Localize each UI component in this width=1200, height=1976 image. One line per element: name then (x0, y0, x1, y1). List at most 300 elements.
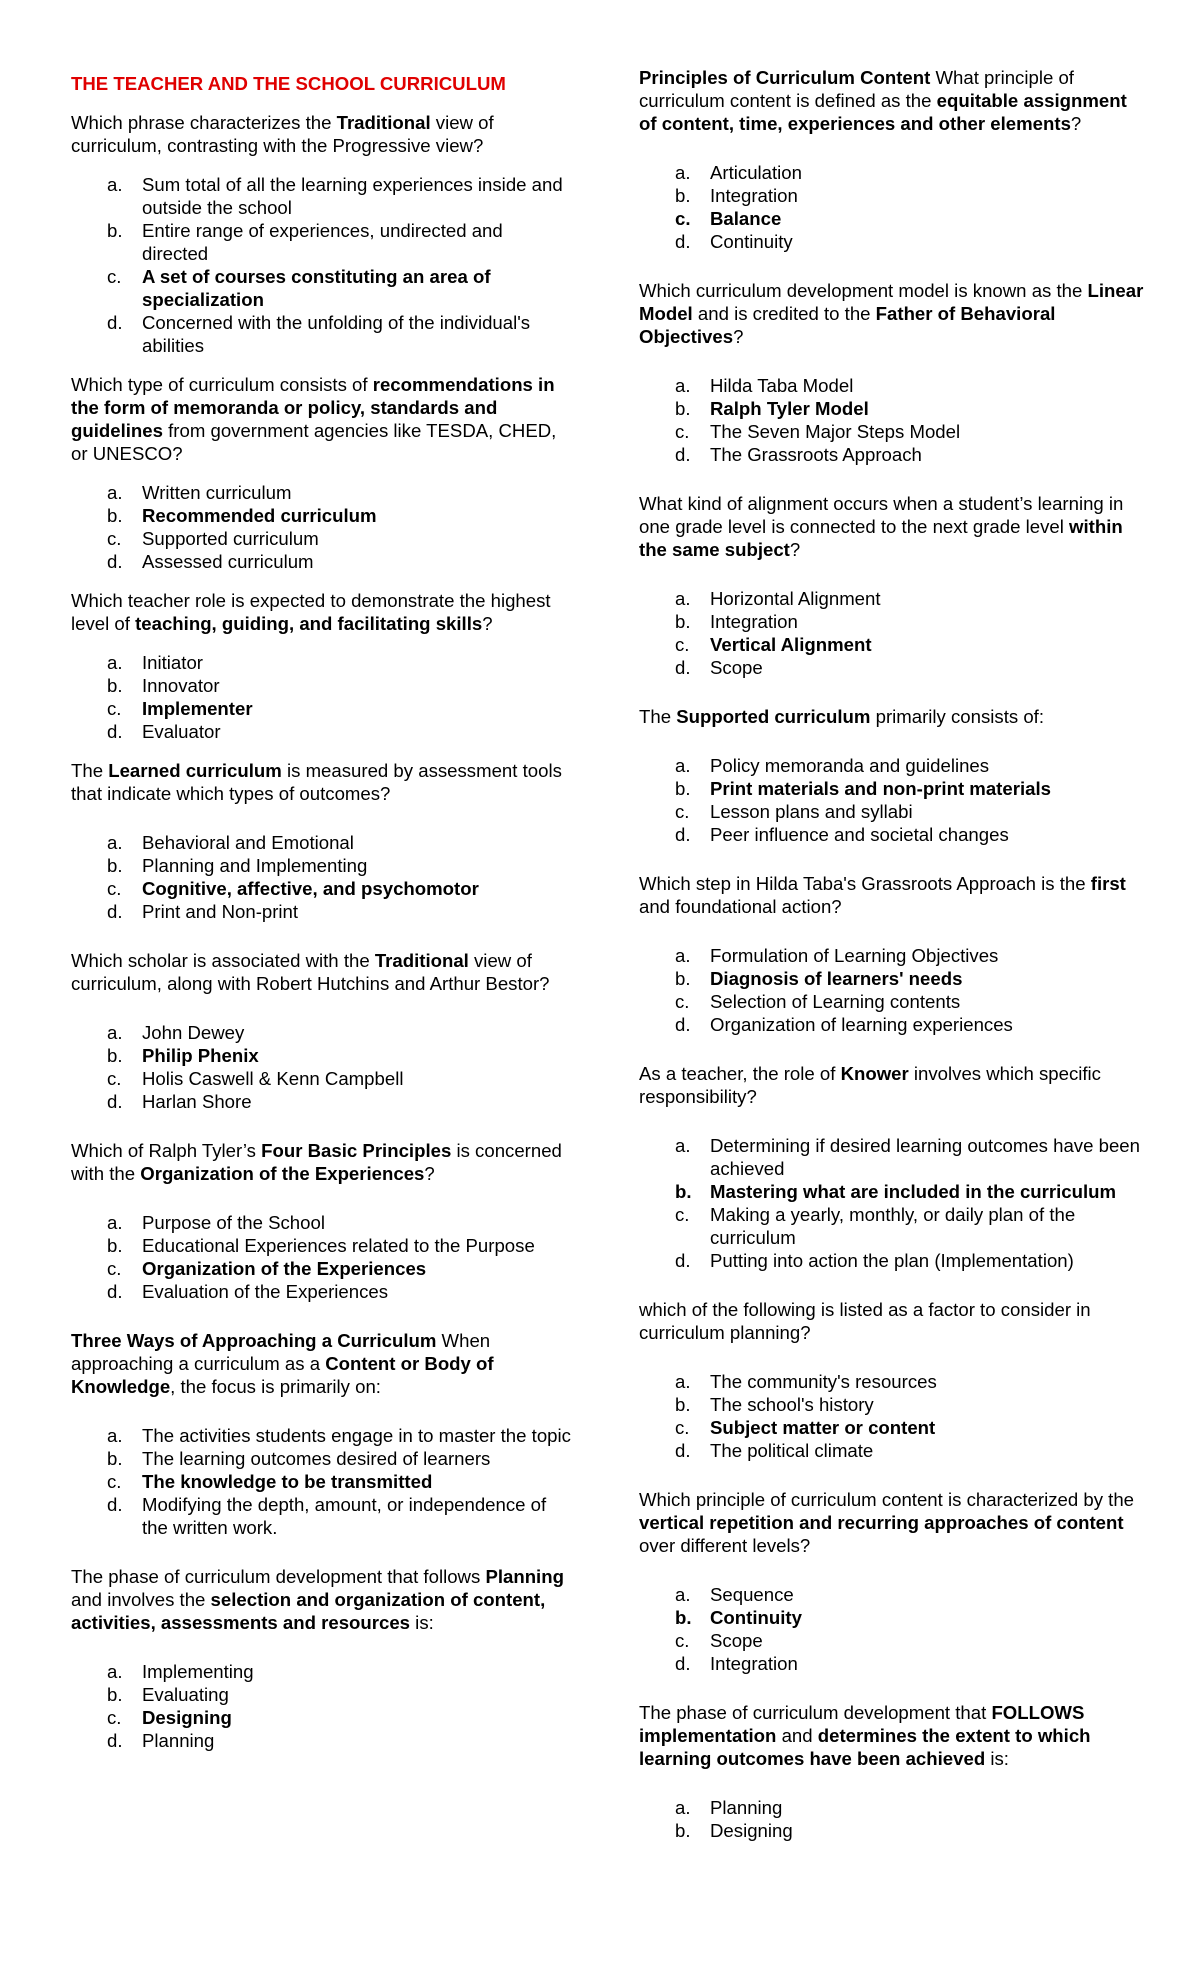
question-stem (71, 589, 571, 635)
choice-text: Horizontal Alignment (710, 588, 881, 609)
stem-text: The phase of curriculum development that follows (71, 1566, 486, 1587)
stem-text: Which scholar is associated with the (71, 950, 375, 971)
choice-text: Planning and Implementing (142, 855, 368, 876)
choice-letter: c. (675, 634, 690, 655)
stem-text: and (776, 1725, 818, 1746)
stem-text: The (639, 706, 677, 727)
choice-letter: d. (675, 444, 691, 465)
stem-emphasis: determines the extent to which learning outcomes have been achieved (639, 1725, 1091, 1769)
choice-text: Educational Experiences related to the Purpose (142, 1235, 535, 1256)
stem-text: What kind of alignment occurs when a student’s learning in one grade level is connected to the next grade level (639, 493, 1124, 537)
choice-letter: b. (107, 675, 123, 696)
choice-letter: c. (107, 878, 122, 899)
answer-choice (71, 1021, 571, 1044)
choice-letter: d. (107, 1730, 123, 1751)
answer-choice (639, 656, 1144, 679)
choice-letter: c. (675, 801, 690, 822)
question-stem (639, 1701, 1144, 1770)
choice-text: Selection of Learning contents (710, 991, 961, 1012)
choice-text: John Dewey (142, 1022, 245, 1043)
answer-choice (71, 1447, 571, 1470)
choice-letter: d. (107, 1494, 123, 1515)
answer-choice (71, 311, 571, 357)
choice-letter: b. (675, 1820, 691, 1841)
answer-choice-correct (71, 877, 571, 900)
question-block (71, 1139, 571, 1303)
question-stem (71, 1565, 571, 1634)
stem-text: primarily consists of: (870, 706, 1045, 727)
stem-emphasis: recommendations in the form of memoranda or policy, standards and guidelines (71, 374, 555, 441)
question-block (639, 872, 1144, 1036)
choice-text: Behavioral and Emotional (142, 832, 354, 853)
choice-text: The Seven Major Steps Model (710, 421, 961, 442)
choice-letter: d. (107, 1091, 123, 1112)
choice-list (639, 1134, 1144, 1272)
question-stem (71, 949, 571, 995)
choice-text: Formulation of Learning Objectives (710, 945, 999, 966)
choice-text: Determining if desired learning outcomes have been achieved (710, 1135, 1140, 1179)
choice-text: Putting into action the plan (Implementation) (710, 1250, 1074, 1271)
answer-choice (639, 420, 1144, 443)
choice-list (639, 374, 1144, 466)
choice-letter: d. (675, 1250, 691, 1271)
choice-letter: b. (675, 778, 691, 799)
answer-choice (71, 1683, 571, 1706)
stem-emphasis: Four Basic Principles (261, 1140, 452, 1161)
stem-text: The phase of curriculum development that (639, 1702, 992, 1723)
answer-choice (71, 1067, 571, 1090)
choice-text: Implementer (142, 698, 253, 719)
choice-text: Organization of learning experiences (710, 1014, 1013, 1035)
choice-letter: d. (675, 1014, 691, 1035)
choice-text: Modifying the depth, amount, or independence of the written work. (142, 1494, 547, 1538)
answer-choice (71, 219, 571, 265)
answer-choice (639, 944, 1144, 967)
answer-choice-correct (71, 1706, 571, 1729)
choice-letter: c. (107, 1707, 122, 1728)
choice-text: Subject matter or content (710, 1417, 936, 1438)
choice-letter: c. (107, 528, 122, 549)
answer-choice (639, 230, 1144, 253)
stem-emphasis: Organization of the Experiences (140, 1163, 425, 1184)
answer-choice (639, 1629, 1144, 1652)
choice-text: Peer influence and societal changes (710, 824, 1009, 845)
choice-text: Vertical Alignment (710, 634, 872, 655)
choice-letter: b. (107, 855, 123, 876)
answer-choice (639, 443, 1144, 466)
answer-choice (639, 1249, 1144, 1272)
question-stem (71, 1329, 571, 1398)
choice-letter: d. (675, 1653, 691, 1674)
choice-letter: d. (107, 721, 123, 742)
question-block (71, 949, 571, 1113)
answer-choice (639, 1134, 1144, 1180)
answer-choice-correct (71, 265, 571, 311)
choice-letter: b. (675, 185, 691, 206)
choice-text: Cognitive, affective, and psychomotor (142, 878, 479, 899)
choice-list (639, 1370, 1144, 1462)
answer-choice-correct (639, 1180, 1144, 1203)
stem-text: Which of Ralph Tyler’s (71, 1140, 262, 1161)
answer-choice (71, 1729, 571, 1752)
answer-choice-correct (71, 1257, 571, 1280)
choice-text: Harlan Shore (142, 1091, 252, 1112)
answer-choice (71, 1424, 571, 1447)
stem-text: which of the following is listed as a factor to consider in curriculum planning? (639, 1299, 1091, 1343)
stem-emphasis: Planning (485, 1566, 564, 1587)
answer-choice (71, 831, 571, 854)
choice-letter: b. (675, 398, 691, 419)
stem-text: Which phrase characterizes the (71, 112, 337, 133)
answer-choice-correct (71, 1470, 571, 1493)
stem-emphasis: Linear Model (639, 280, 1144, 324)
stem-text: view of curriculum, along with Robert Hutchins and Arthur Bestor? (71, 950, 550, 994)
stem-text: and involves the (71, 1589, 211, 1610)
choice-text: Evaluation of the Experiences (142, 1281, 389, 1302)
choice-text: Designing (710, 1820, 793, 1841)
question-block (639, 492, 1144, 679)
stem-text: from government agencies like TESDA, CHED, or UNESCO? (71, 420, 557, 464)
choice-text: Continuity (710, 231, 793, 252)
answer-choice (639, 990, 1144, 1013)
answer-choice (71, 1280, 571, 1303)
choice-letter: c. (675, 1204, 690, 1225)
choice-letter: b. (107, 1684, 123, 1705)
choice-letter: a. (107, 832, 123, 853)
stem-text: over different levels? (639, 1535, 811, 1556)
stem-text: Which type of curriculum consists of (71, 374, 373, 395)
question-block (639, 1298, 1144, 1462)
question-stem (639, 279, 1144, 348)
stem-emphasis: within the same subject (639, 516, 1123, 560)
answer-choice (639, 754, 1144, 777)
answer-choice (639, 823, 1144, 846)
choice-list (639, 1583, 1144, 1675)
stem-text: ? (733, 326, 744, 347)
choice-letter: b. (675, 611, 691, 632)
answer-choice (639, 1796, 1144, 1819)
choice-letter: a. (675, 588, 691, 609)
choice-letter: d. (107, 1281, 123, 1302)
question-block (71, 1565, 571, 1752)
stem-text: and foundational action? (639, 896, 842, 917)
stem-emphasis: Principles of Curriculum Content (639, 67, 931, 88)
answer-choice (639, 1393, 1144, 1416)
question-block (71, 759, 571, 923)
question-block (71, 1329, 571, 1539)
answer-choice (71, 527, 571, 550)
stem-text: involves which specific responsibility? (639, 1063, 1101, 1107)
choice-list (639, 161, 1144, 253)
choice-text: Philip Phenix (142, 1045, 259, 1066)
choice-letter: a. (107, 1212, 123, 1233)
choice-letter: a. (675, 375, 691, 396)
choice-list (71, 1660, 571, 1752)
choice-text: Planning (710, 1797, 783, 1818)
choice-letter: c. (107, 1471, 122, 1492)
answer-choice-correct (639, 633, 1144, 656)
answer-choice (639, 587, 1144, 610)
choice-letter: c. (107, 1068, 122, 1089)
answer-choice-correct (639, 1416, 1144, 1439)
stem-text: ? (789, 539, 801, 560)
stem-emphasis: Traditional (374, 950, 469, 971)
stem-text: As a teacher, the role of (639, 1063, 841, 1084)
choice-letter: d. (107, 551, 123, 572)
stem-text: Which principle of curriculum content is characterized by the (639, 1489, 1135, 1510)
answer-choice (71, 720, 571, 743)
stem-text: The (71, 760, 109, 781)
choice-letter: b. (107, 505, 123, 526)
answer-choice (71, 481, 571, 504)
choice-letter: a. (107, 652, 123, 673)
choice-letter: c. (675, 1630, 690, 1651)
choice-letter: b. (675, 1607, 692, 1628)
answer-choice (639, 1370, 1144, 1393)
choice-text: The learning outcomes desired of learners (142, 1448, 491, 1469)
choice-letter: a. (107, 482, 123, 503)
choice-text: Integration (710, 1653, 798, 1674)
choice-text: Integration (710, 611, 798, 632)
answer-choice (639, 1439, 1144, 1462)
question-block (71, 111, 571, 357)
choice-text: Hilda Taba Model (710, 375, 854, 396)
choice-letter: a. (107, 1022, 123, 1043)
choice-list (639, 587, 1144, 679)
question-block (639, 1488, 1144, 1675)
choice-list (71, 173, 571, 357)
choice-letter: a. (675, 1135, 691, 1156)
choice-text: Holis Caswell & Kenn Campbell (142, 1068, 404, 1089)
choice-letter: b. (675, 968, 691, 989)
answer-choice-correct (71, 504, 571, 527)
choice-letter: d. (675, 657, 691, 678)
stem-emphasis: Traditional (336, 112, 431, 133)
choice-text: The Grassroots Approach (710, 444, 922, 465)
answer-choice (639, 161, 1144, 184)
question-stem (639, 705, 1144, 728)
question-stem (71, 1139, 571, 1185)
choice-letter: b. (675, 1181, 692, 1202)
choice-letter: d. (675, 1440, 691, 1461)
choice-letter: c. (675, 991, 690, 1012)
choice-text: Diagnosis of learners' needs (710, 968, 963, 989)
choice-list (71, 1021, 571, 1113)
choice-text: Innovator (142, 675, 220, 696)
choice-list (71, 651, 571, 743)
answer-choice-correct (639, 1606, 1144, 1629)
answer-choice (71, 1211, 571, 1234)
choice-text: Assessed curriculum (142, 551, 314, 572)
stem-emphasis: Father of Behavioral Objectives (639, 303, 1056, 347)
choice-letter: a. (675, 162, 691, 183)
question-block (639, 1701, 1144, 1842)
stem-emphasis: Supported curriculum (676, 706, 871, 727)
answer-choice (639, 1652, 1144, 1675)
answer-choice (71, 674, 571, 697)
choice-letter: d. (675, 231, 691, 252)
question-stem (639, 1298, 1144, 1344)
choice-list (639, 944, 1144, 1036)
stem-emphasis: Three Ways of Approaching a Curriculum (71, 1330, 437, 1351)
choice-text: Evaluator (142, 721, 221, 742)
choice-text: Evaluating (142, 1684, 229, 1705)
stem-text: is measured by assessment tools that indicate which types of outcomes? (71, 760, 562, 804)
choice-letter: a. (675, 945, 691, 966)
choice-letter: c. (107, 266, 122, 287)
choice-text: Written curriculum (142, 482, 292, 503)
answer-choice (639, 1583, 1144, 1606)
answer-choice (71, 651, 571, 674)
question-block (639, 1062, 1144, 1272)
stem-text: Which teacher role is expected to demonstrate the highest level of (71, 590, 551, 634)
stem-text: , the focus is primarily on: (170, 1376, 381, 1397)
choice-letter: b. (107, 1448, 123, 1469)
choice-letter: d. (675, 824, 691, 845)
choice-letter: a. (107, 1425, 123, 1446)
question-stem (639, 66, 1144, 135)
stem-text: Which curriculum development model is known as the (639, 280, 1088, 301)
answer-choice-correct (639, 397, 1144, 420)
choice-text: Planning (142, 1730, 215, 1751)
choice-letter: c. (675, 208, 691, 229)
answer-choice (71, 173, 571, 219)
choice-letter: b. (675, 1394, 691, 1415)
choice-text: Print and Non-print (142, 901, 299, 922)
stem-text: Which step in Hilda Taba's Grassroots Approach is the (639, 873, 1091, 894)
choice-letter: c. (107, 698, 122, 719)
answer-choice (71, 550, 571, 573)
answer-choice (639, 1013, 1144, 1036)
choice-text: The community's resources (710, 1371, 937, 1392)
stem-emphasis: Content or Body of Knowledge (71, 1353, 494, 1397)
stem-emphasis: teaching, guiding, and facilitating skills (135, 613, 483, 634)
choice-text: Balance (710, 208, 782, 229)
question-stem (71, 373, 571, 465)
choice-text: Concerned with the unfolding of the individual's abilities (142, 312, 531, 356)
stem-text: view of curriculum, contrasting with the Progressive view? (71, 112, 494, 156)
choice-text: Lesson plans and syllabi (710, 801, 913, 822)
choice-text: The political climate (710, 1440, 874, 1461)
choice-text: Mastering what are included in the curriculum (710, 1181, 1117, 1202)
left-column (71, 66, 571, 1778)
choice-text: Purpose of the School (142, 1212, 325, 1233)
stem-text: is: (985, 1748, 1009, 1769)
choice-list (71, 831, 571, 923)
choice-letter: a. (107, 1661, 123, 1682)
stem-emphasis: Knower (840, 1063, 909, 1084)
stem-emphasis: first (1090, 873, 1126, 894)
choice-letter: a. (675, 1371, 691, 1392)
stem-text: ? (482, 613, 493, 634)
choice-letter: b. (107, 1235, 123, 1256)
answer-choice (639, 184, 1144, 207)
stem-emphasis: FOLLOWS implementation (639, 1702, 1085, 1746)
question-block (71, 373, 571, 573)
answer-choice (639, 1203, 1144, 1249)
question-stem (71, 111, 571, 157)
choice-letter: b. (107, 1045, 123, 1066)
choice-text: The school's history (710, 1394, 874, 1415)
choice-letter: a. (675, 1797, 691, 1818)
choice-list (71, 481, 571, 573)
answer-choice (71, 854, 571, 877)
question-stem (639, 872, 1144, 918)
choice-text: Initiator (142, 652, 203, 673)
answer-choice (71, 1493, 571, 1539)
answer-choice (639, 800, 1144, 823)
choice-text: A set of courses constituting an area of specialization (142, 266, 491, 310)
answer-choice (71, 1234, 571, 1257)
stem-text: What principle of curriculum content is defined as the (639, 67, 1074, 111)
answer-choice-correct (71, 1044, 571, 1067)
stem-text: When approaching a curriculum as a (71, 1330, 491, 1374)
question-stem (639, 1062, 1144, 1108)
question-stem (71, 759, 571, 805)
question-block (639, 705, 1144, 846)
choice-text: Making a yearly, monthly, or daily plan of the curriculum (710, 1204, 1076, 1248)
choice-text: The activities students engage in to master the topic (142, 1425, 571, 1446)
choice-text: Policy memoranda and guidelines (710, 755, 990, 776)
question-block (639, 279, 1144, 466)
stem-emphasis: Learned curriculum (108, 760, 282, 781)
answer-choice-correct (639, 967, 1144, 990)
choice-text: Scope (710, 1630, 763, 1651)
choice-list (71, 1424, 571, 1539)
stem-text: ? (424, 1163, 435, 1184)
choice-letter: c. (107, 1258, 122, 1279)
choice-text: Print materials and non-print materials (710, 778, 1051, 799)
choice-text: Scope (710, 657, 763, 678)
question-block (71, 589, 571, 743)
answer-choice-correct (639, 777, 1144, 800)
stem-text: and is credited to the (692, 303, 876, 324)
choice-text: The knowledge to be transmitted (142, 1471, 433, 1492)
choice-text: Designing (142, 1707, 232, 1728)
choice-text: Ralph Tyler Model (710, 398, 869, 419)
choice-list (71, 1211, 571, 1303)
choice-text: Integration (710, 185, 798, 206)
choice-text: Entire range of experiences, undirected and directed (142, 220, 503, 264)
stem-emphasis: vertical repetition and recurring approaches of content (639, 1512, 1124, 1533)
choice-text: Sequence (710, 1584, 794, 1605)
choice-list (639, 754, 1144, 846)
choice-list (639, 1796, 1144, 1842)
choice-text: Implementing (142, 1661, 254, 1682)
answer-choice-correct (639, 207, 1144, 230)
stem-text: is concerned with the (71, 1140, 562, 1184)
choice-letter: d. (107, 312, 123, 333)
stem-text: is: (410, 1612, 434, 1633)
choice-letter: a. (675, 1584, 691, 1605)
answer-choice (639, 610, 1144, 633)
stem-emphasis: equitable assignment of content, time, experiences and other elements (639, 90, 1127, 134)
answer-choice-correct (71, 697, 571, 720)
choice-text: Supported curriculum (142, 528, 319, 549)
choice-letter: d. (107, 901, 123, 922)
answer-choice (71, 900, 571, 923)
choice-letter: c. (675, 1417, 690, 1438)
choice-text: Articulation (710, 162, 802, 183)
choice-letter: a. (107, 174, 123, 195)
choice-text: Organization of the Experiences (142, 1258, 427, 1279)
question-stem (639, 1488, 1144, 1557)
choice-text: Sum total of all the learning experiences inside and outside the school (142, 174, 563, 218)
answer-choice (639, 374, 1144, 397)
right-column (639, 66, 1144, 1868)
document-title: THE TEACHER AND THE SCHOOL CURRICULUM (71, 73, 506, 94)
question-stem (639, 492, 1144, 561)
